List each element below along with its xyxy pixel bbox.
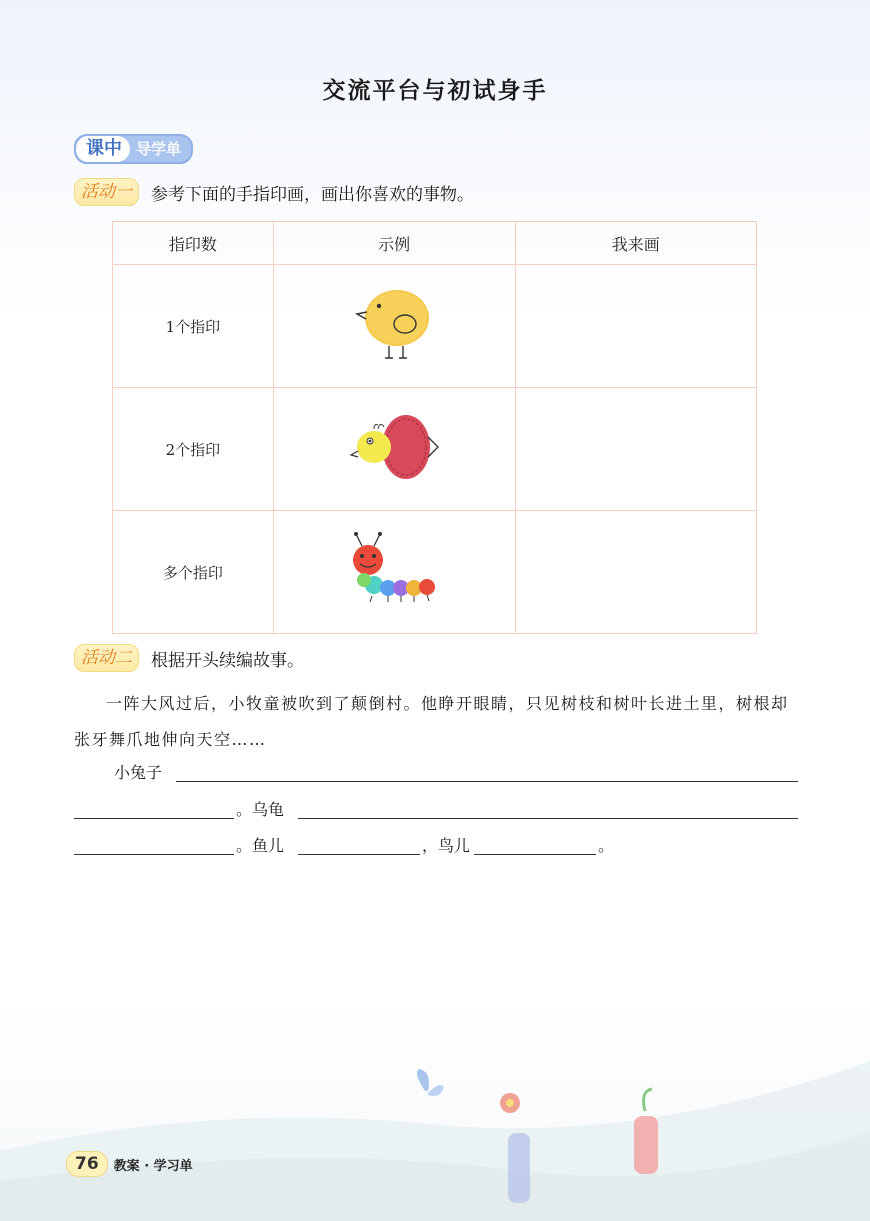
header-count: 指印数	[113, 222, 274, 265]
footer-text: 教案 · 学习单	[113, 1158, 193, 1174]
answer-line-4[interactable]	[74, 854, 234, 855]
page-title: 交流平台与初试身手	[322, 78, 548, 104]
prompt-fish: 。鱼儿	[236, 836, 285, 855]
bird-icon	[344, 407, 444, 487]
sprout-icon	[634, 1089, 658, 1174]
prompt-turtle: 。乌龟	[236, 800, 285, 819]
row-label: 2个指印	[113, 388, 274, 511]
caterpillar-illustration	[273, 511, 515, 634]
story-opening: 一阵大风过后，小牧童被吹到了颠倒村。他睁开眼睛，只见树枝和树叶长进土里，树根却张牙舞爪地伸向天空……	[74, 694, 789, 749]
activity-two-text: 根据开头续编故事。	[151, 650, 304, 671]
bottom-decoration	[0, 1021, 870, 1221]
answer-line-6[interactable]	[474, 854, 596, 855]
table-header-row	[113, 222, 757, 265]
badge-left: 课中	[76, 136, 130, 162]
fingerprint-table	[112, 221, 757, 634]
butterfly-icon	[417, 1069, 444, 1096]
activity-two	[74, 644, 304, 672]
activity-one	[74, 178, 474, 206]
page-number: 76	[66, 1151, 108, 1177]
section-badge	[74, 134, 193, 164]
answer-line-5[interactable]	[298, 854, 420, 855]
chick-icon	[349, 284, 439, 364]
badge-right: 导学单	[136, 140, 182, 158]
answer-line-1[interactable]	[176, 781, 798, 782]
table-row	[113, 511, 757, 634]
table-row	[113, 265, 757, 388]
draw-area-3[interactable]	[515, 511, 756, 634]
draw-area-2[interactable]	[515, 388, 756, 511]
answer-line-2[interactable]	[74, 818, 234, 819]
activity-one-tag: 活动一	[74, 178, 139, 206]
row-label: 1个指印	[113, 265, 274, 388]
chick-illustration	[273, 265, 515, 388]
story-end: 。	[598, 836, 615, 855]
prompt-bird: ，鸟儿	[422, 836, 471, 855]
caterpillar-icon	[344, 530, 444, 610]
prompt-rabbit: 小兔子	[114, 763, 163, 782]
header-draw: 我来画	[515, 222, 756, 265]
activity-one-text: 参考下面的手指印画，画出你喜欢的事物。	[151, 184, 474, 205]
draw-area-1[interactable]	[515, 265, 756, 388]
answer-line-3[interactable]	[298, 818, 798, 819]
table-row	[113, 388, 757, 511]
header-example: 示例	[273, 222, 515, 265]
activity-two-tag: 活动二	[74, 644, 139, 672]
footer	[66, 1151, 193, 1177]
row-label: 多个指印	[113, 511, 274, 634]
bird-illustration	[273, 388, 515, 511]
